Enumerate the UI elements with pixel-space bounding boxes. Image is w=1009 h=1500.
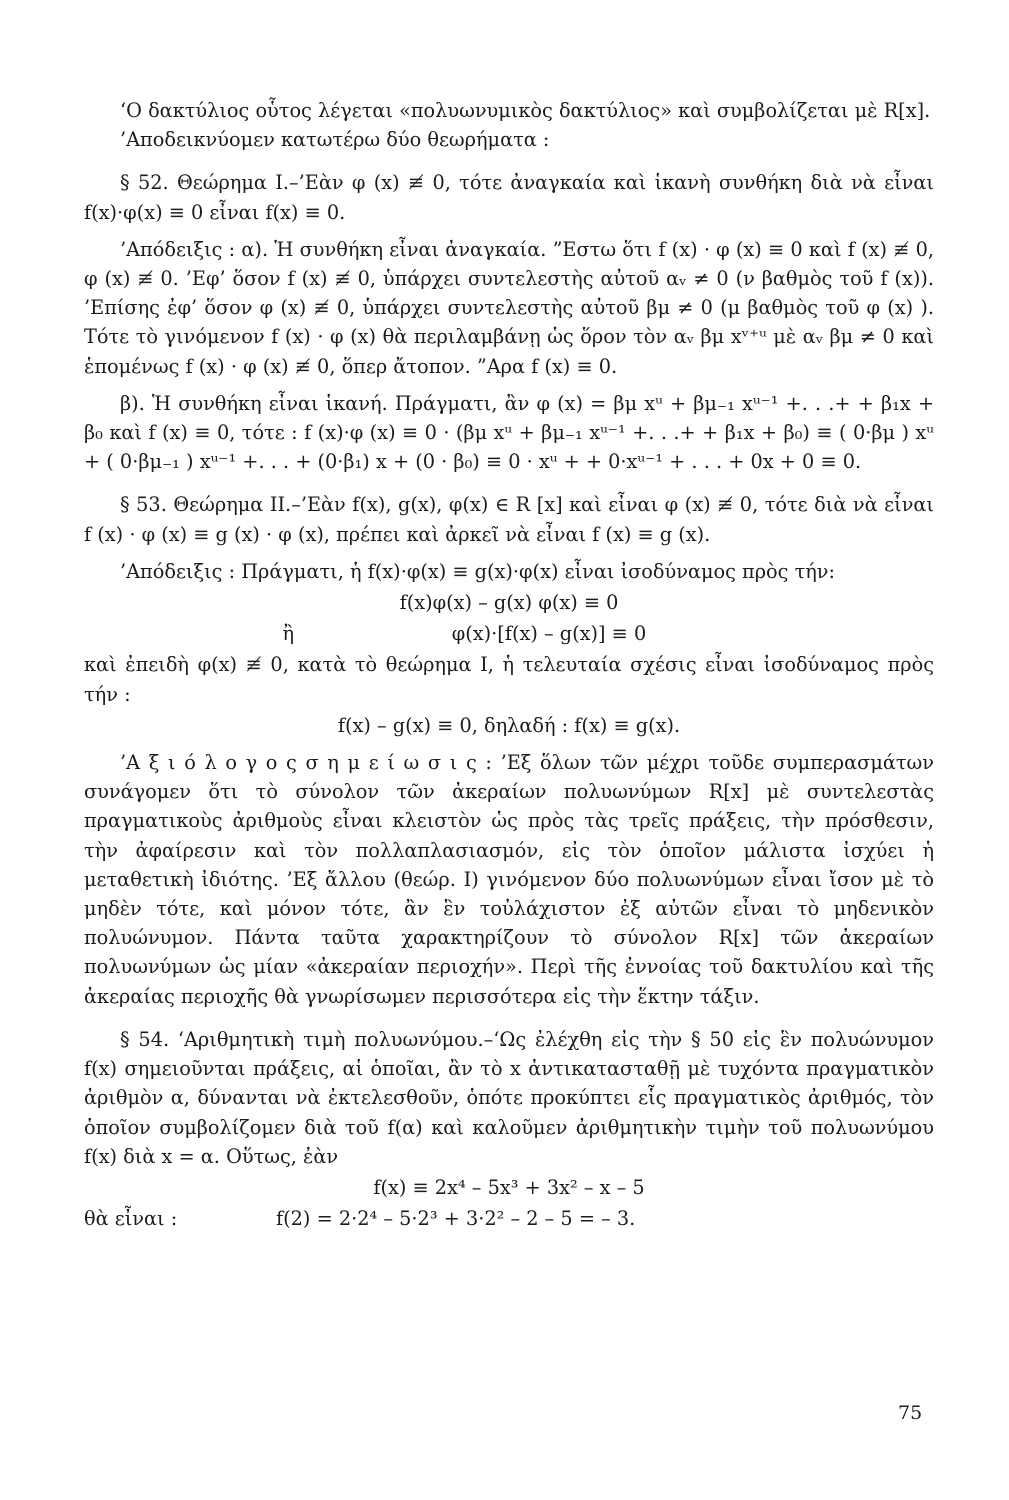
theorem-53-statement: § 53. Θεώρημα ΙΙ.–’Εὰν f(x), g(x), φ(x) ∈ R [x] καὶ εἶναι φ (x) ≢ 0, τότε διὰ νὰ εἶναι f (x) · φ (x) ≡ g (x) · φ (x), πρέπει καὶ ἀρκεῖ νὰ εἶναι f (x) ≡ g (x). [84,493,934,546]
equation-2-or: ἢ [282,622,294,646]
theorem-52-proof-a: ’Απόδειξις : α). Ἡ συνθήκη εἶναι ἀναγκαία. ”Εστω ὅτι f (x) · φ (x) ≡ 0 καὶ f (x) ≢ 0, φ (x) ≢ 0. ’Εφ’ ὅσον f (x) ≢ 0, ὑπάρχει συντελεστὴς αὐτοῦ αᵥ ≠ 0 (ν βαθμὸς τοῦ f (x)). ’Επίσης ἐφ’ ὅσον φ (x) ≢ 0, ὑπάρχει συντελεστὴς αὐτοῦ βμ ≠ 0 (μ βαθμὸς τοῦ φ (x) ). Τότε τὸ γινόμενον f (x) · φ (x) θὰ περιλαμβάνῃ ὡς ὅρον τὸν αᵥ βμ xᵛ⁺ᵘ μὲ αᵥ βμ ≠ 0 καὶ ἑπομένως f (x) · φ (x) ≢ 0, ὅπερ ἄτοπον. ”Αρα f (x) ≡ 0. [84,237,934,378]
equation-5-row [84,1204,934,1233]
page-body [84,96,934,1235]
equation-5: f(2) = 2·2⁴ – 5·2³ + 3·2² – 2 – 5 = – 3. [276,1207,636,1231]
page-number: 75 [898,1402,923,1424]
equation-3: f(x) – g(x) ≡ 0, δηλαδή : f(x) ≡ g(x). [337,713,681,737]
ring-definition-paragraph: ‘Ο δακτύλιος οὗτος λέγεται «πολυωνυμικὸς δακτύλιος» καὶ συμβολίζεται μὲ R[x]. [120,99,931,122]
theorem-53-proof: ’Απόδειξις : Πράγματι, ἡ f(x)·φ(x) ≡ g(x)·φ(x) εἶναι ἰσοδύναμος πρὸς τήν: [120,559,836,583]
equation-2: φ(x)·[f(x) – g(x)] ≡ 0 [451,622,647,646]
section-54-text: § 54. ‘Αριθμητικὴ τιμὴ πολυωνύμου.–‘Ως ἐλέχθη εἰς τὴν § 50 εἰς ἓν πολυώνυμον f(x) σημειοῦνται πράξεις, αἱ ὁποῖαι, ἂν τὸ x ἀντικατασταθῇ μὲ τυχόντα πραγματικὸν ἀριθμὸν α, δύνανται νὰ ἐκτελεσθοῦν, ὁπότε προκύπτει εἷς πραγματικὸς ἀριθμός, τὸν ὁποῖον συμβολίζομεν διὰ τοῦ f(α) καὶ καλοῦμεν ἀριθμητικὴν τιμὴν τοῦ πολυωνύμου f(x) διὰ x = α. Οὕτως, ἐὰν [84,1027,934,1168]
noteworthy-remark: ’Α ξ ι ό λ ο γ ο ς σ η μ ε ί ω σ ι ς : ’Εξ ὅλων τῶν μέχρι τοῦδε συμπερασμάτων συνάγομεν ὅτι τὸ σύνολον τῶν ἀκεραίων πολυωνύμων R[x] μὲ συντελεστὰς πραγματικοὺς ἀριθμοὺς εἶναι κλειστὸν ὡς πρὸς τὰς τρεῖς πράξεις, τὴν πρόσθεσιν, τὴν ἀφαίρεσιν καὶ τὸν πολλαπλασιασμόν, εἰς τὸν ὁποῖον μάλιστα ἰσχύει ἡ μεταθετικὴ ἰδιότης. ’Εξ ἄλλου (θεώρ. Ι) γινόμενον δύο πολυωνύμων εἶναι ἴσον μὲ τὸ μηδὲν τότε, καὶ μόνον τότε, ἂν ἓν τοὐλάχιστον ἐξ αὐτῶν εἶναι τὸ μηδενικὸν πολυώνυμον. Πάντα ταῦτα χαρακτηρίζουν τὸ σύνολον R[x] τῶν ἀκεραίων πολυωνύμων ὡς μίαν «ἀκεραίαν περιοχήν». Περὶ τῆς ἐννοίας τοῦ δακτυλίου καὶ τῆς ἀκεραίας περιοχῆς θὰ γνωρίσωμεν περισσότερα εἰς τὴν ἕκτην τάξιν. [84,751,934,1008]
intro-theorems-line: ’Αποδεικνύομεν κατωτέρω δύο θεωρήματα : [120,128,550,152]
equation-2-row [84,619,934,648]
theorem-52-proof-b: β). Ἡ συνθήκη εἶναι ἱκανή. Πράγματι, ἂν φ (x) = βμ xᵘ + βμ₋₁ xᵘ⁻¹ +. . .+ + β₁x + β₀ καὶ f (x) ≡ 0, τότε : f (x)·φ (x) ≡ 0 · (βμ xᵘ + βμ₋₁ xᵘ⁻¹ +. . .+ + β₁x + β₀) ≡ ( 0·βμ ) xᵘ + ( 0·βμ₋₁ ) xᵘ⁻¹ +. . . + (0·β₁) x + (0 · β₀) ≡ 0 · xᵘ + + 0·xᵘ⁻¹ + . . . + 0x + 0 ≡ 0. [84,391,934,474]
equation-5-label: θὰ εἶναι : [84,1207,178,1231]
equation-4: f(x) ≡ 2x⁴ – 5x³ + 3x² – x – 5 [373,1175,645,1199]
equation-1: f(x)φ(x) – g(x) φ(x) ≡ 0 [399,591,619,615]
theorem-52-statement: § 52. Θεώρημα Ι.–’Εὰν φ (x) ≢ 0, τότε ἀναγκαία καὶ ἱκανὴ συνθήκη διὰ νὰ εἶναι f(x)·φ(x) ≡ 0 εἶναι f(x) ≡ 0. [84,171,934,224]
after-equation-text: καὶ ἐπειδὴ φ(x) ≢ 0, κατὰ τὸ θεώρημα Ι, ἡ τελευταία σχέσις εἶναι ἰσοδύναμος πρὸς τήν : [84,653,934,706]
